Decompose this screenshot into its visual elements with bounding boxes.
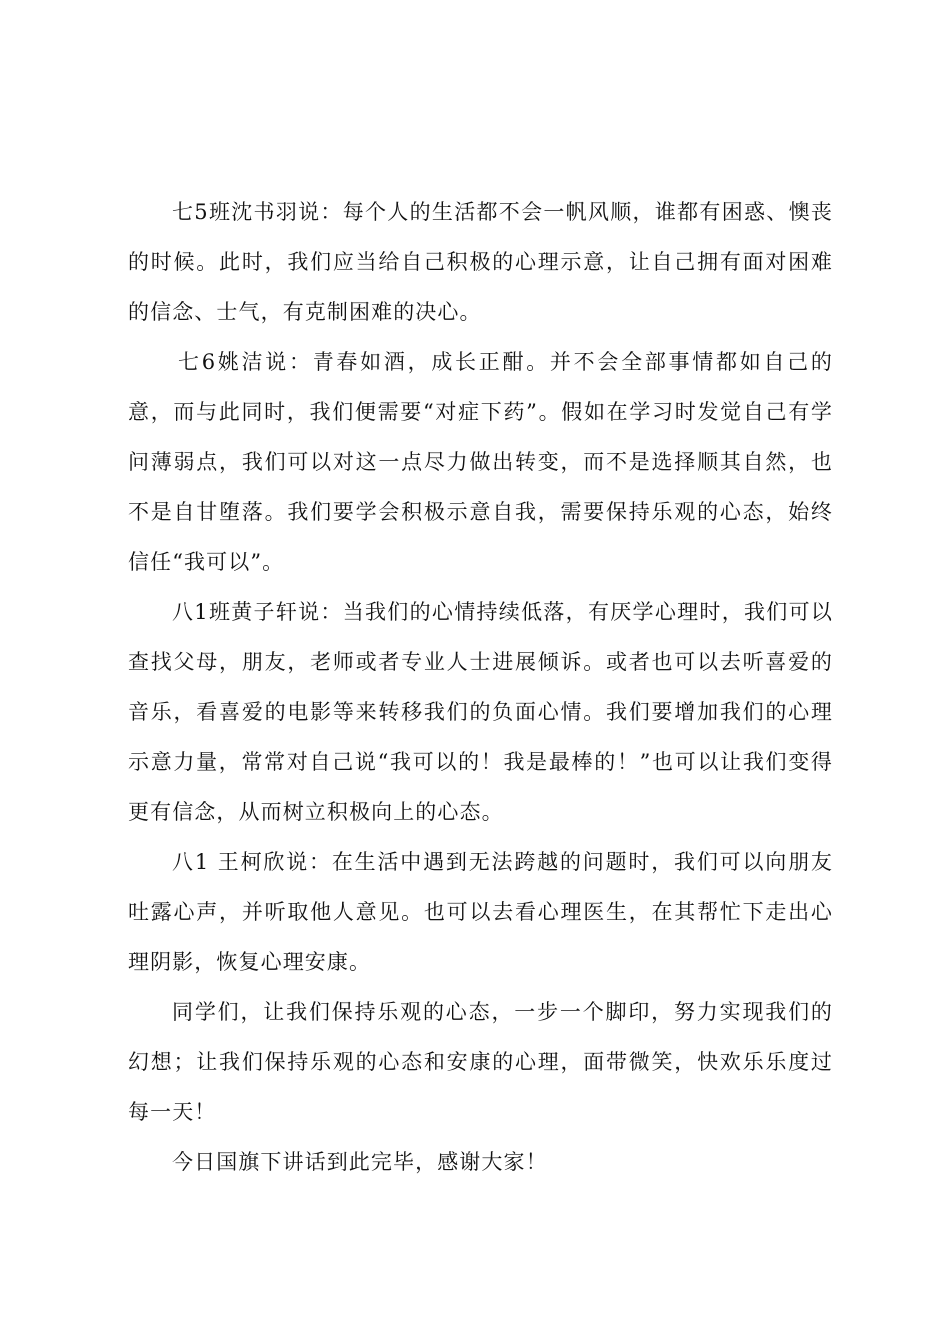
paragraph-huang-zixuan: 八1班黄子轩说：当我们的心情持续低落，有厌学心理时，我们可以查找父母，朋友，老师或者专业人士进展倾诉。或者也可以去听喜爱的音乐，看喜爱的电影等来转移我们的负面心情。我们要增加我们的心理示意力量，常常对自己说“我可以的！我是最棒的！”也可以让我们变得更有信念，从而树立积极向上的心态。 (128, 600, 833, 824)
paragraph-closing-thanks: 今日国旗下讲话到此完毕，感谢大家！ (172, 1150, 548, 1174)
paragraph-shen-shuyu: 七5班沈书羽说：每个人的生活都不会一帆风顺，谁都有困惑、懊丧的时候。此时，我们应当给自己积极的心理示意，让自己拥有面对困难的信念、士气，有克制困难的决心。 (128, 200, 833, 324)
paragraph-wang-kexin: 八1 王柯欣说：在生活中遇到无法跨越的问题时，我们可以向朋友吐露心声，并听取他人意见。也可以去看心理医生，在其帮忙下走出心理阴影，恢复心理安康。 (128, 850, 833, 974)
document-body (128, 187, 833, 1187)
paragraph-closing-appeal: 同学们，让我们保持乐观的心态，一步一个脚印，努力实现我们的幻想；让我们保持乐观的心态和安康的心理，面带微笑，快欢乐乐度过每一天！ (128, 1000, 833, 1124)
paragraph-yao-jie: 七6姚洁说：青春如酒，成长正酣。并不会全部事情都如自己的意，而与此同时，我们便需要“对症下药”。假如在学习时发觉自己有学问薄弱点，我们可以对这一点尽力做出转变，而不是选择顺其自然，也不是自甘堕落。我们要学会积极示意自我，需要保持乐观的心态，始终信任“我可以”。 (128, 350, 833, 574)
